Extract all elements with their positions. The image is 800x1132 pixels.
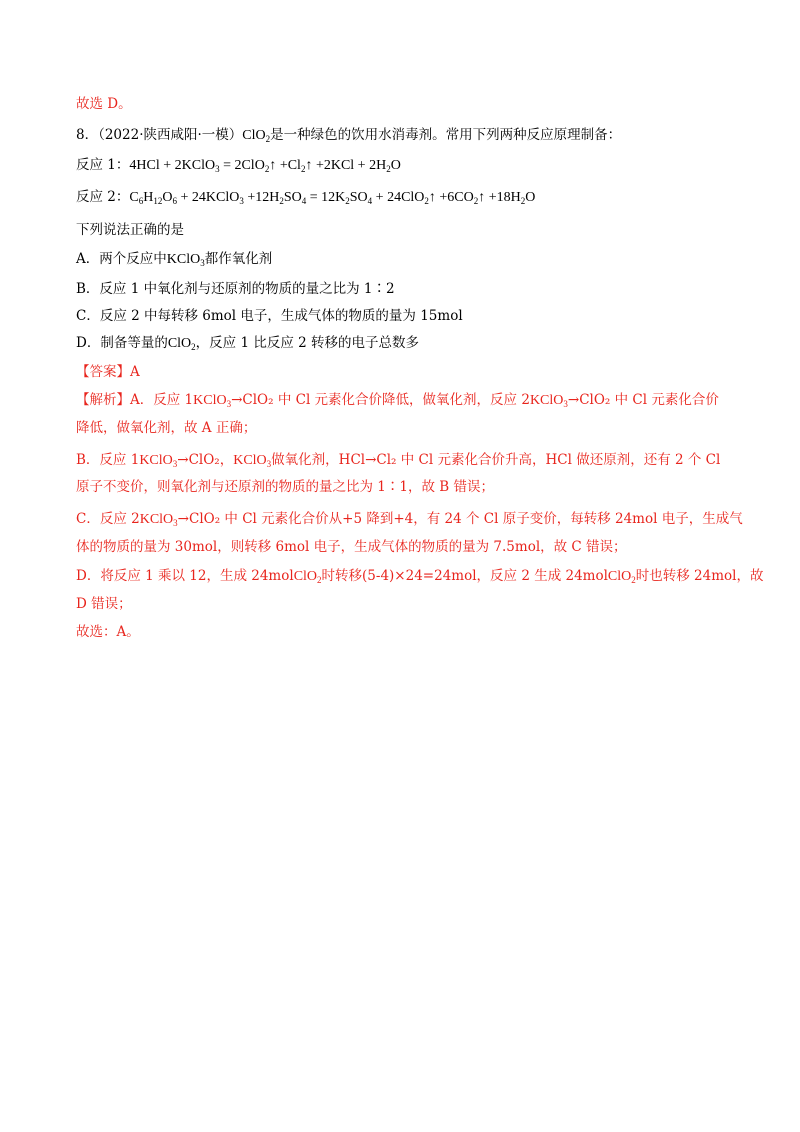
reaction-1-equation: 4HCl + 2KClO$_3$ = 2ClO$_2$↑ $+Cl_2↑ +2KCl + 2H_2O$	[129, 158, 401, 174]
previous-answer-line: 故选 D。	[76, 96, 132, 112]
clo2-formula: ClO$_2$	[242, 128, 271, 144]
question-stem	[76, 125, 621, 146]
explanation-d-line-1: D．将反应 1 乘以 12，生成 24molClO$_2$时转移(5-4)×24=24mol，反应 2 生成 24molClO$_2$时也转移 24mol，故	[76, 568, 764, 585]
explanation-c-line-2: 体的物质的量为 30mol，则转移 6mol 电子，生成气体的物质的量为 7.5mol，故 C 错误；	[76, 539, 627, 555]
explanation-b-line-2: 原子不变价，则氧化剂与还原剂的物质的量之比为 1∶1，故 B 错误；	[76, 479, 494, 495]
kclo3-formula: KClO$_3$	[233, 453, 272, 469]
clo2-formula: ClO$_2$	[167, 336, 196, 352]
clo2-formula: ClO$_2$	[293, 569, 322, 585]
question-prompt: 下列说法正确的是	[76, 222, 184, 238]
kclo3-formula: KClO$_3$	[193, 393, 232, 409]
option-b: B．反应 1 中氧化剂与还原剂的物质的量之比为 1∶2	[76, 281, 395, 297]
kclo3-formula: KClO$_3$	[139, 453, 178, 469]
kclo3-formula: KClO$_3$	[166, 252, 205, 268]
explanation-b-line-1: B．反应 1KClO$_3$→ClO₂，KClO$_3$做氧化剂，HCl→Cl₂ 中 Cl 元素化合价升高，HCl 做还原剂，还有 2 个 Cl	[76, 452, 721, 469]
final-choice: 故选：A。	[76, 624, 140, 640]
reaction-1	[76, 155, 401, 176]
reaction-2-label: 反应 2：	[76, 189, 130, 205]
answer-value: A	[130, 364, 140, 380]
reaction-2	[76, 187, 535, 208]
reaction-2-equation: $C_6H_{12}O_6$ + 24KClO$_3$ $+12H_2SO_4 = 12K_2SO_4$ + 24ClO$_2$↑ $+6CO_2↑ +18H_2O$	[129, 190, 536, 206]
explanation-a-line-2: 降低，做氧化剂，故 A 正确；	[76, 420, 257, 436]
option-d: D．制备等量的ClO$_2$，反应 1 比反应 2 转移的电子总数多	[76, 335, 420, 352]
explanation-a-line-1: 【解析】A．反应 1KClO$_3$→ClO₂ 中 Cl 元素化合价降低，做氧化剂，反应 2KClO$_3$→ClO₂ 中 Cl 元素化合价	[76, 392, 719, 409]
clo2-formula: ClO$_2$	[607, 569, 636, 585]
kclo3-formula: KClO$_3$	[529, 393, 568, 409]
option-a: A．两个反应中KClO$_3$都作氧化剂	[76, 251, 273, 268]
explanation-c-line-1: C．反应 2KClO$_3$→ClO₂ 中 Cl 元素化合价从+5 降到+4，有 24 个 Cl 原子变价，每转移 24mol 电子，生成气	[76, 511, 743, 528]
explanation-label: 【解析】	[76, 392, 130, 408]
explanation-d-line-2: D 错误；	[76, 596, 132, 612]
question-number: 8．	[76, 127, 99, 143]
answer-label: 【答案】	[76, 364, 130, 380]
question-source: （2022·陕西咸阳·一模）	[98, 127, 243, 143]
option-c: C．反应 2 中每转移 6mol 电子，生成气体的物质的量为 15mol	[76, 308, 463, 324]
kclo3-formula: KClO$_3$	[139, 512, 178, 528]
question-text: 是一种绿色的饮用水消毒剂。常用下列两种反应原理制备：	[270, 127, 622, 143]
answer-line	[76, 362, 140, 382]
reaction-1-label: 反应 1：	[76, 157, 130, 173]
